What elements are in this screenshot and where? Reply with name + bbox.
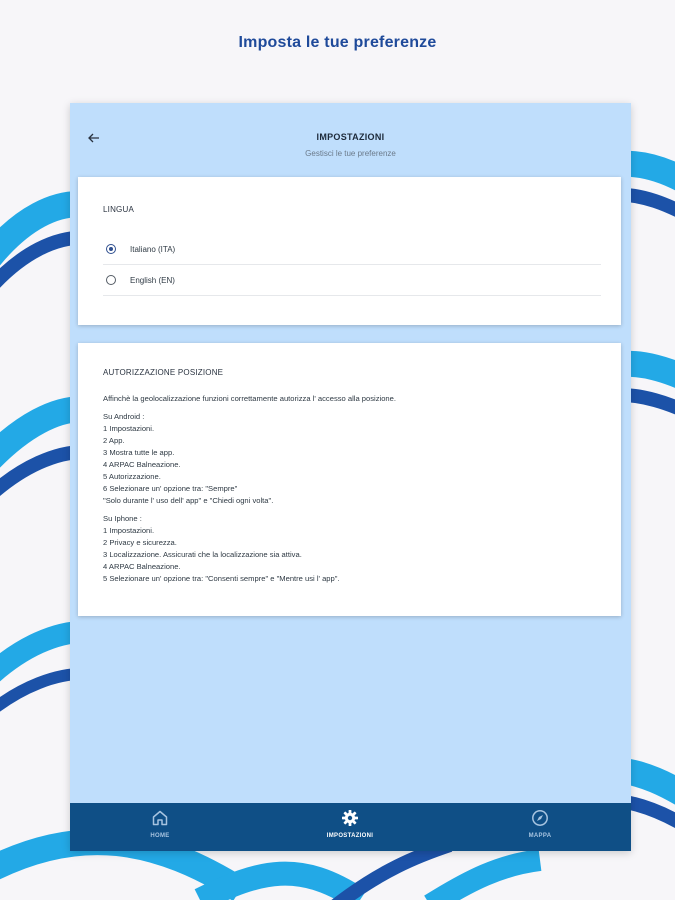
nav-item-settings[interactable] [290, 803, 410, 851]
gear-icon [341, 809, 359, 827]
language-option-label: Italiano (ITA) [130, 244, 176, 254]
android-step: 3 Mostra tutte le app. [103, 448, 175, 457]
permission-instructions [103, 393, 603, 585]
app-header [70, 103, 631, 173]
nav-label-settings: IMPOSTAZIONI [326, 833, 374, 839]
iphone-heading: Su Iphone : [103, 514, 142, 523]
language-card-title: LINGUA [103, 205, 134, 214]
iphone-step: 5 Selezionare un' opzione tra: "Consenti sempre" e "Mentre usi l' app". [103, 574, 340, 583]
permission-card-title: AUTORIZZAZIONE POSIZIONE [103, 368, 224, 377]
nav-label-map: MAPPA [528, 833, 552, 839]
permission-intro: Affinchè la geolocalizzazione funzioni correttamente autorizza l' accesso alla posizione. [103, 394, 396, 403]
page-headline: Imposta le tue preferenze [238, 34, 437, 51]
android-step: 4 ARPAC Balneazione. [103, 460, 181, 469]
radio-unchecked-icon[interactable] [106, 275, 116, 285]
location-permission-card [78, 343, 621, 616]
app-screen [70, 103, 631, 851]
language-option-en[interactable] [103, 265, 601, 296]
language-card [78, 177, 621, 325]
language-option-label: English (EN) [130, 275, 175, 285]
android-step: 6 Selezionare un' opzione tra: "Sempre" [103, 484, 238, 493]
home-icon [151, 809, 169, 827]
android-step: 2 App. [103, 436, 125, 445]
android-step: "Solo durante l' uso dell' app" e "Chiedi ogni volta". [103, 496, 274, 505]
android-heading: Su Android : [103, 412, 145, 421]
iphone-step: 2 Privacy e sicurezza. [103, 538, 177, 547]
iphone-step: 1 Impostazioni. [103, 526, 155, 535]
compass-icon [531, 809, 549, 827]
bottom-navigation [70, 803, 631, 851]
android-step: 5 Autorizzazione. [103, 472, 161, 481]
iphone-step: 4 ARPAC Balneazione. [103, 562, 181, 571]
language-option-ita[interactable] [103, 234, 601, 265]
page-title: IMPOSTAZIONI [316, 132, 385, 142]
nav-item-map[interactable] [480, 803, 600, 851]
nav-item-home[interactable] [100, 803, 220, 851]
android-step: 1 Impostazioni. [103, 424, 155, 433]
nav-label-home: HOME [150, 833, 170, 839]
radio-checked-icon[interactable] [106, 244, 116, 254]
iphone-step: 3 Localizzazione. Assicurati che la localizzazione sia attiva. [103, 550, 302, 559]
page-subtitle: Gestisci le tue preferenze [305, 149, 396, 158]
